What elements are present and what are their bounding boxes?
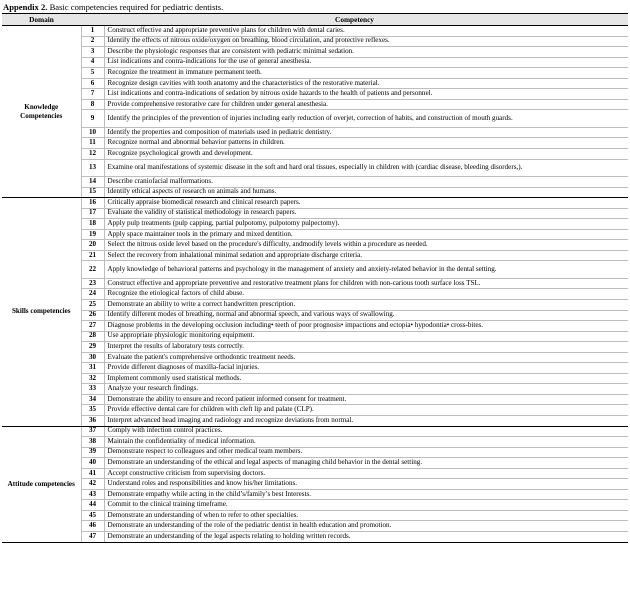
competency-number: 10 — [81, 127, 104, 138]
competency-number: 29 — [81, 342, 104, 353]
competency-number: 41 — [81, 468, 104, 479]
table-row — [2, 261, 628, 279]
competency-number: 6 — [81, 78, 104, 89]
table-row — [2, 68, 628, 79]
competency-text: Identify the effects of nitrous oxide/oxygen on breathing, blood circulation, and protective reflexes. — [104, 36, 628, 47]
competency-number: 37 — [81, 426, 104, 437]
competency-number: 24 — [81, 289, 104, 300]
competency-number: 15 — [81, 187, 104, 198]
table-row — [2, 447, 628, 458]
competency-text: Recognize normal and abnormal behavior patterns in children. — [104, 138, 628, 149]
table-row — [2, 110, 628, 128]
competency-text: Select the recovery from inhalational minimal sedation and appropriate discharge criteria. — [104, 250, 628, 261]
competency-text: Demonstrate an ability to write a correct handwritten prescription. — [104, 299, 628, 310]
table-row — [2, 299, 628, 310]
competency-text: Describe craniofacial malformations. — [104, 177, 628, 188]
competency-number: 16 — [81, 198, 104, 209]
competency-number: 31 — [81, 363, 104, 374]
competency-text: Apply knowledge of behavioral patterns and psychology in the management of anxiety and anxiety-related behavior in the dental setting. — [104, 261, 628, 279]
competency-text: Identify the properties and composition of materials used in pediatric dentistry. — [104, 127, 628, 138]
table-row — [2, 99, 628, 110]
table-row — [2, 458, 628, 469]
competency-number: 44 — [81, 500, 104, 511]
table-row — [2, 219, 628, 230]
competency-text: Analyze your research findings. — [104, 384, 628, 395]
table-row — [2, 426, 628, 437]
competency-number: 22 — [81, 261, 104, 279]
competency-text: Select the nitrous oxide level based on the procedure's difficulty, andmodify levels within a procedure as needed. — [104, 240, 628, 251]
table-row — [2, 405, 628, 416]
table-row — [2, 78, 628, 89]
table-row — [2, 278, 628, 289]
competency-text: Provide different diagnoses of maxilla-facial injuries. — [104, 363, 628, 374]
competency-text: Examine oral manifestations of systemic disease in the soft and hard oral tissues, especially in children with (cardiac disease, bleeding disorders,). — [104, 159, 628, 177]
competency-text: Critically appraise biomedical research and clinical research papers. — [104, 198, 628, 209]
competency-text: Apply space maintainer tools in the primary and mixed dentition. — [104, 229, 628, 240]
competency-number: 34 — [81, 394, 104, 405]
table-row — [2, 47, 628, 58]
table-row — [2, 363, 628, 374]
competency-number: 4 — [81, 57, 104, 68]
table-row — [2, 489, 628, 500]
table-row — [2, 479, 628, 490]
competency-text: Identify the principles of the prevention of injuries including early reduction of overjet, correction of habits, and construction of mouth guards. — [104, 110, 628, 128]
competency-number: 28 — [81, 331, 104, 342]
competency-number: 30 — [81, 352, 104, 363]
table-row — [2, 138, 628, 149]
competency-number: 38 — [81, 437, 104, 448]
competency-text: Accept constructive criticism from supervising doctors. — [104, 468, 628, 479]
table-row — [2, 289, 628, 300]
table-row — [2, 384, 628, 395]
competency-number: 25 — [81, 299, 104, 310]
competency-text: Provide effective dental care for children with cleft lip and palate (CLP). — [104, 405, 628, 416]
competency-number: 33 — [81, 384, 104, 395]
competency-text: List indications and contra-indications for the use of general anesthesia. — [104, 57, 628, 68]
competency-number: 2 — [81, 36, 104, 47]
table-row — [2, 208, 628, 219]
competency-text: List indications and contra-indications of sedation by nitrous oxide hazards to the health of patients and personnel. — [104, 89, 628, 100]
table-row — [2, 416, 628, 427]
competency-text: Recognize the treatment in immature permanent teeth. — [104, 68, 628, 79]
competency-number: 39 — [81, 447, 104, 458]
header-competency: Competency — [81, 14, 628, 26]
table-row — [2, 321, 628, 332]
table-row — [2, 342, 628, 353]
table-body — [2, 26, 628, 543]
competency-text: Evaluate the patient's comprehensive orthodontic treatment needs. — [104, 352, 628, 363]
competency-number: 46 — [81, 521, 104, 532]
table-row — [2, 250, 628, 261]
table-caption — [3, 2, 223, 13]
competency-text: Demonstrate an understanding of the legal aspects relating to holding written records. — [104, 532, 628, 543]
competency-text: Evaluate the validity of statistical methodology in research papers. — [104, 208, 628, 219]
header-domain: Domain — [2, 14, 81, 26]
competency-number: 8 — [81, 99, 104, 110]
competency-text: Interpret the results of laboratory tests correctly. — [104, 342, 628, 353]
competency-number: 20 — [81, 240, 104, 251]
competency-number: 36 — [81, 416, 104, 427]
competency-number: 21 — [81, 250, 104, 261]
table-row — [2, 394, 628, 405]
competency-number: 19 — [81, 229, 104, 240]
competency-number: 27 — [81, 321, 104, 332]
competency-text: Understand roles and responsibilities and know his/her limitations. — [104, 479, 628, 490]
competency-number: 32 — [81, 373, 104, 384]
competency-number: 11 — [81, 138, 104, 149]
table-row — [2, 159, 628, 177]
competency-text: Interpret advanced head imaging and radiology and recognize deviations from normal. — [104, 416, 628, 427]
competency-text: Identify ethical aspects of research on animals and humans. — [104, 187, 628, 198]
competency-number: 47 — [81, 532, 104, 543]
competency-text: Demonstrate the ability to ensure and record patient informed consent for treatment. — [104, 394, 628, 405]
competency-number: 1 — [81, 26, 104, 37]
table-row — [2, 240, 628, 251]
competency-text: Provide comprehensive restorative care for children under general anesthesia. — [104, 99, 628, 110]
competency-number: 17 — [81, 208, 104, 219]
competency-number: 3 — [81, 47, 104, 58]
table-row — [2, 510, 628, 521]
table-row — [2, 500, 628, 511]
table-row — [2, 229, 628, 240]
competency-number: 45 — [81, 510, 104, 521]
table-row — [2, 89, 628, 100]
competency-number: 23 — [81, 278, 104, 289]
competency-text: Implement commonly used statistical methods. — [104, 373, 628, 384]
competency-text: Demonstrate empathy while acting in the child’s/family’s best Interests. — [104, 489, 628, 500]
table-row — [2, 57, 628, 68]
competency-number: 5 — [81, 68, 104, 79]
table-row — [2, 26, 628, 37]
competency-number: 43 — [81, 489, 104, 500]
competency-text: Recognize psychological growth and development. — [104, 148, 628, 159]
competency-number: 40 — [81, 458, 104, 469]
competency-text: Recognize design cavities with tooth anatomy and the characteristics of the restorative material. — [104, 78, 628, 89]
table-row — [2, 352, 628, 363]
domain-cell: Attitude competencies — [2, 426, 81, 542]
table-row — [2, 532, 628, 543]
table-row — [2, 198, 628, 209]
competency-number: 12 — [81, 148, 104, 159]
competency-text: Construct effective and appropriate preventive and restorative treatment plans for children with non-carious tooth surface loss TSL. — [104, 278, 628, 289]
table-row — [2, 310, 628, 321]
competency-text: Recognize the etiological factors of child abuse. — [104, 289, 628, 300]
caption-text: Basic competencies required for pediatric dentists. — [47, 2, 224, 12]
competency-text: Use appropriate physiologic monitoring equipment. — [104, 331, 628, 342]
competency-text: Diagnose problems in the developing occlusion including• teeth of poor prognosis• impactions and ectopia• hypodontia• cross-bites. — [104, 321, 628, 332]
competency-text: Describe the physiologic responses that are consistent with pediatric minimal sedation. — [104, 47, 628, 58]
competency-number: 26 — [81, 310, 104, 321]
competency-text: Demonstrate an understanding of the role of the pediatric dentist in health education and promotion. — [104, 521, 628, 532]
competency-text: Construct effective and appropriate preventive plans for children with dental caries. — [104, 26, 628, 37]
table-row — [2, 177, 628, 188]
competency-text: Comply with infection control practices. — [104, 426, 628, 437]
competency-number: 13 — [81, 159, 104, 177]
table-row — [2, 521, 628, 532]
competency-text: Demonstrate an understanding of when to refer to other specialties. — [104, 510, 628, 521]
competency-number: 9 — [81, 110, 104, 128]
table-row — [2, 331, 628, 342]
domain-cell: Skills competencies — [2, 198, 81, 426]
competency-number: 14 — [81, 177, 104, 188]
competencies-table — [2, 13, 628, 543]
table-row — [2, 468, 628, 479]
competency-number: 42 — [81, 479, 104, 490]
competency-number: 7 — [81, 89, 104, 100]
table-row — [2, 127, 628, 138]
table-row — [2, 437, 628, 448]
competency-text: Commit to the clinical training timeframe. — [104, 500, 628, 511]
table-row — [2, 373, 628, 384]
caption-label: Appendix 2. — [3, 2, 48, 12]
competency-text: Maintain the confidentiality of medical information. — [104, 437, 628, 448]
table-row — [2, 36, 628, 47]
competency-number: 18 — [81, 219, 104, 230]
table-row — [2, 187, 628, 198]
domain-cell: Knowledge Competencies — [2, 26, 81, 198]
competency-text: Identify different modes of breathing, normal and abnormal speech, and various ways of swallowing. — [104, 310, 628, 321]
table-row — [2, 148, 628, 159]
competency-text: Apply pulp treatments (pulp capping, partial pulpotomy, pulpotomy pulpectomy). — [104, 219, 628, 230]
competency-text: Demonstrate an understanding of the ethical and legal aspects of managing child behavior in the dental setting. — [104, 458, 628, 469]
competency-text: Demonstrate respect to colleagues and other medical team members. — [104, 447, 628, 458]
header-row — [2, 14, 628, 26]
competency-number: 35 — [81, 405, 104, 416]
